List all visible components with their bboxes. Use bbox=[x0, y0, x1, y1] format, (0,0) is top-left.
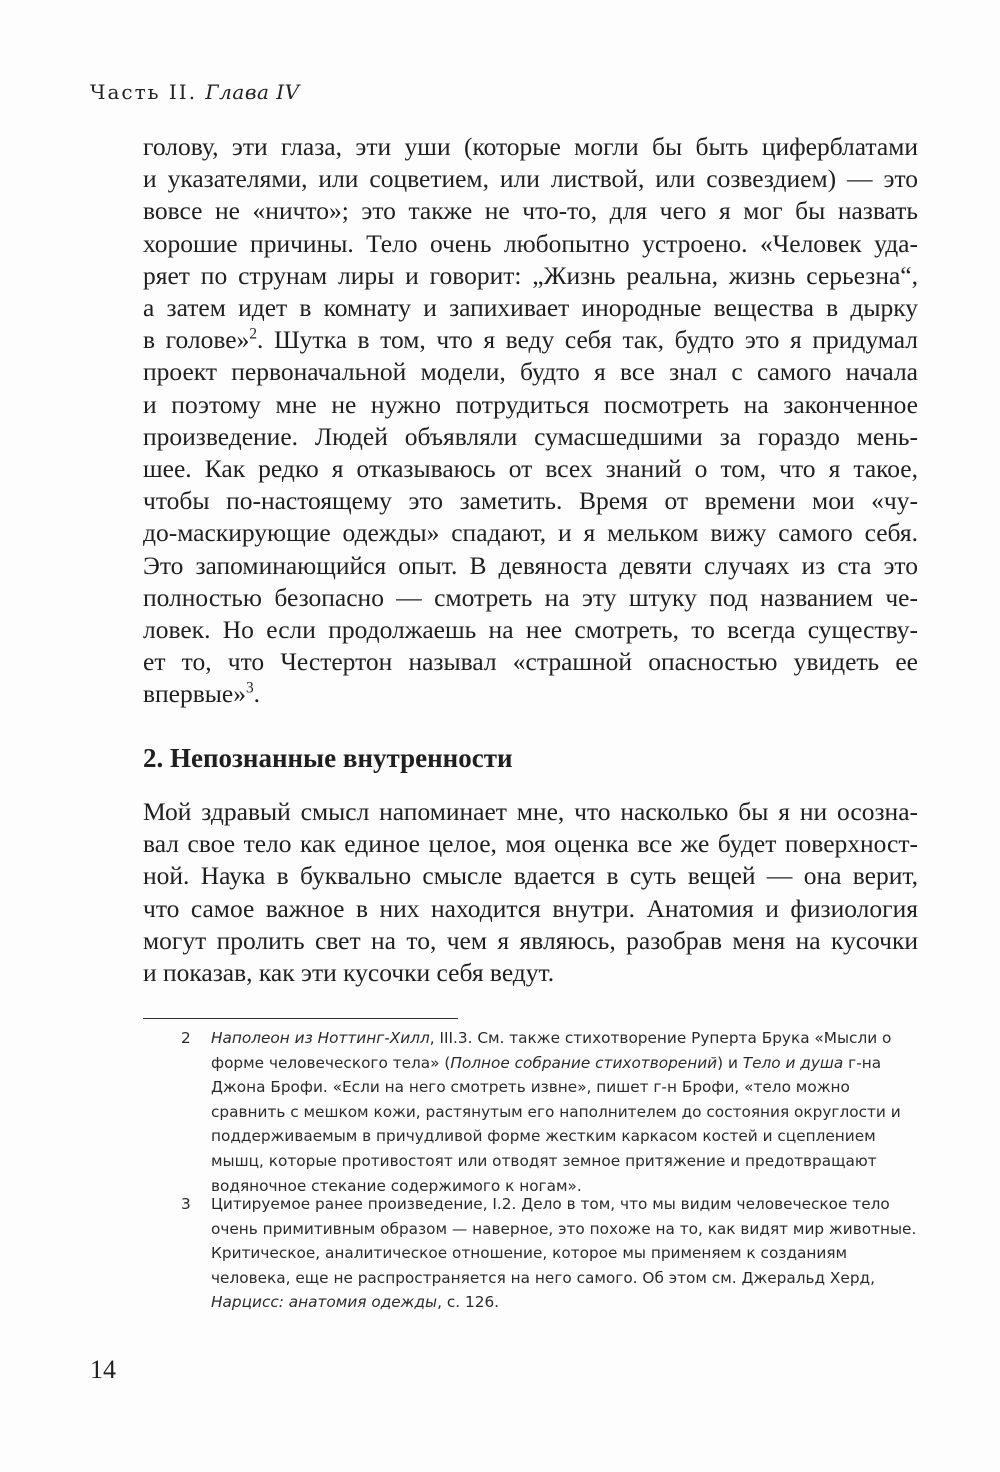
text-fragment: , III.3. См. также стихотворение Руперта Брука «Мысли о форме человеческого тела» ( bbox=[211, 1029, 892, 1072]
footnote-text bbox=[211, 1192, 918, 1315]
text-line: и поэтому мне не нужно потрудиться посмотреть на законченное bbox=[143, 389, 918, 419]
body-paragraph-2 bbox=[143, 796, 918, 989]
text-line: Это запоминающийся опыт. В девяноста девяти случаях из ста это bbox=[143, 550, 918, 580]
text-line: хорошие причины. Тело очень любопытно устроено. «Человек уда- bbox=[143, 228, 918, 258]
section-heading: 2. Непознанные внутренности bbox=[143, 743, 513, 773]
footnote-2 bbox=[143, 1026, 918, 1198]
text-line: ной. Наука в буквально смысле вдается в суть вещей — она верит, bbox=[143, 861, 918, 891]
book-title: Нарцисс: анатомия одежды bbox=[211, 1293, 438, 1312]
text-line: вовсе не «ничто»; это также не что-то, для чего я мог бы назвать bbox=[143, 196, 918, 226]
text-line bbox=[143, 324, 918, 356]
text-line: и указателями, или соцветием, или листвой, или созвездием) — это bbox=[143, 164, 918, 194]
text-line: Мой здравый смысл напоминает мне, что насколько бы я ни осозна- bbox=[143, 797, 918, 826]
page-number: 14 bbox=[90, 1355, 116, 1384]
footnote-number: 2 bbox=[181, 1029, 191, 1047]
footnote-3 bbox=[143, 1192, 918, 1315]
text-line: ет то, что Честертон называл «страшной опасностью увидеть ее bbox=[143, 647, 918, 677]
text-line: и показав, как эти кусочки себя ведут. bbox=[143, 958, 555, 988]
body-paragraph-1 bbox=[143, 131, 918, 711]
text-line: проект первоначальной модели, будто я все знал с самого начала bbox=[143, 357, 918, 387]
text-line: вал свое тело как единое целое, моя оценка все же будет поверхност- bbox=[143, 829, 918, 859]
footnote-ref-2[interactable]: 2 bbox=[249, 325, 257, 343]
footnote-text bbox=[211, 1026, 918, 1198]
text-line: ряет по струнам лиры и говорит: „Жизнь реальна, жизнь серьезна“, bbox=[143, 260, 918, 290]
text-line: а затем идет в комнату и запихивает инородные вещества в дырку bbox=[143, 293, 918, 323]
text-fragment: ) и bbox=[717, 1053, 743, 1072]
text-line: голову, эти глаза, эти уши (которые могли бы быть циферблатами bbox=[143, 132, 918, 161]
text-fragment: . bbox=[253, 679, 261, 709]
footnote-number: 3 bbox=[181, 1195, 191, 1213]
running-head-chapter: Глава IV bbox=[205, 80, 300, 104]
running-head bbox=[90, 80, 300, 104]
book-title: Тело и душа bbox=[742, 1053, 844, 1072]
text-line: могут пролить свет на то, чем я являюсь, разобрав меня на кусочки bbox=[143, 925, 918, 955]
text-fragment: впервые» bbox=[143, 679, 246, 709]
running-head-part: Часть II. bbox=[90, 80, 198, 104]
text-fragment: . Шутка в том, что я веду себя так, будто это я придумал bbox=[256, 325, 918, 355]
text-fragment: в голове» bbox=[143, 325, 250, 355]
text-line: произведение. Людей объявляли сумасшедшими за гораздо мень- bbox=[143, 421, 918, 451]
text-fragment: Цитируемое ранее произведение, I.2. Дело в том, что мы видим человеческое тело очень примитивным образом — наверное, это похоже на то, как видят мир животные. Критическое, аналитическое отношение, которое мы применяем к созданиям человека, еще не распространяется на него самого. Об этом см. Джеральд Херд, bbox=[211, 1195, 917, 1287]
footnote-ref-3[interactable]: 3 bbox=[246, 679, 254, 697]
text-line bbox=[143, 678, 918, 710]
text-line: полностью безопасно — смотреть на эту штуку под названием че- bbox=[143, 582, 918, 612]
text-line: что самое важное в них находится внутри. Анатомия и физиология bbox=[143, 893, 918, 923]
text-line: шее. Как редко я отказываюсь от всех знаний о том, что я такое, bbox=[143, 454, 918, 484]
book-title: Полное собрание стихотворений bbox=[450, 1053, 718, 1072]
text-fragment: г-на Джона Брофи. «Если на него смотреть извне», пишет г-н Брофи, «тело можно сравнить с мешком кожи, растянутым его наполнителем до состояния округлости и поддерживаемым в причудливой форме жестким каркасом костей и сцеплением мышц, которые противостоят или отводят земное притяжение и предотвращают водяночное стекание содержимого к ногам». bbox=[211, 1053, 901, 1195]
footnote-divider bbox=[143, 1018, 458, 1019]
text-line: чтобы по-настоящему это заметить. Время от времени мои «чу- bbox=[143, 486, 918, 516]
text-line: до-маскирующие одежды» спадают, и я мельком вижу самого себя. bbox=[143, 518, 918, 548]
text-line: ловек. Но если продолжаешь на нее смотреть, то всегда существу- bbox=[143, 615, 918, 645]
text-fragment: , с. 126. bbox=[437, 1293, 500, 1312]
book-title: Наполеон из Ноттинг-Хилл bbox=[211, 1029, 430, 1047]
